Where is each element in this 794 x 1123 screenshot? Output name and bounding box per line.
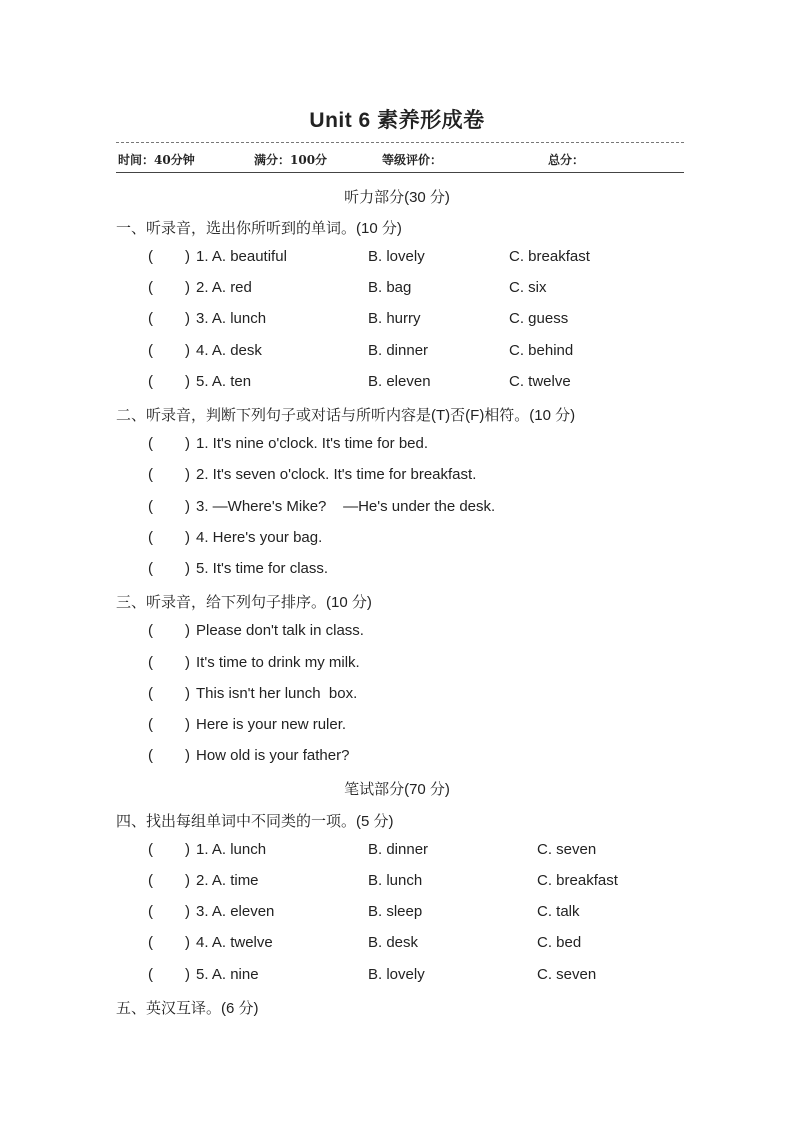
section-4-heading: 四、找出每组单词中不同类的一项。(5 分) [116, 813, 394, 830]
question-row [0, 248, 794, 268]
answer-paren-close: ) [185, 903, 190, 920]
statement-text: 4. Here's your bag. [196, 529, 323, 546]
answer-paren-close: ) [185, 248, 190, 265]
sentence-text: Here is your new ruler. [196, 716, 347, 733]
grade-label: 等级评价： [382, 153, 443, 167]
option-c: C. six [509, 279, 547, 296]
option-c: C. twelve [509, 373, 571, 390]
answer-paren-close: ) [185, 466, 190, 483]
option-c: C. bed [537, 934, 582, 951]
statement-row [0, 529, 794, 549]
answer-paren-close: ) [185, 716, 190, 733]
answer-paren-close: ) [185, 279, 190, 296]
answer-paren-close: ) [185, 872, 190, 889]
statement-text: 3. —Where's Mike? —He's under the desk. [196, 498, 496, 515]
header-dashed-divider [116, 142, 684, 143]
option-b: B. bag [368, 279, 412, 296]
option-c: C. behind [509, 342, 574, 359]
statement-row [0, 498, 794, 518]
answer-paren-open: ( [148, 342, 153, 359]
option-b: B. lovely [368, 248, 425, 265]
answer-paren-open: ( [148, 966, 153, 983]
question-row [0, 342, 794, 362]
sentence-row [0, 622, 794, 642]
statement-text: 1. It's nine o'clock. It's time for bed. [196, 435, 429, 452]
statement-text: 5. It's time for class. [196, 560, 329, 577]
sentence-text: This isn't her lunch box. [196, 685, 358, 702]
question-row [0, 903, 794, 923]
answer-paren-open: ( [148, 560, 153, 577]
question-row [0, 872, 794, 892]
option-c: C. seven [537, 841, 597, 858]
option-a: 2. A. red [196, 279, 252, 296]
page-title: Unit 6 素养形成卷 [309, 109, 485, 132]
full-score-label: 满分：100分 [254, 153, 328, 167]
answer-paren-close: ) [185, 498, 190, 515]
section-5-heading: 五、英汉互译。(6 分) [116, 1000, 259, 1017]
option-a: 4. A. twelve [196, 934, 273, 951]
answer-paren-close: ) [185, 934, 190, 951]
answer-paren-open: ( [148, 310, 153, 327]
answer-paren-open: ( [148, 872, 153, 889]
option-a: 5. A. ten [196, 373, 252, 390]
sentence-text: It's time to drink my milk. [196, 654, 360, 671]
answer-paren-open: ( [148, 248, 153, 265]
statement-row [0, 466, 794, 486]
answer-paren-open: ( [148, 716, 153, 733]
time-label: 时间：40分钟 [118, 153, 195, 167]
option-a: 4. A. desk [196, 342, 262, 359]
answer-paren-close: ) [185, 747, 190, 764]
answer-paren-open: ( [148, 373, 153, 390]
sentence-row [0, 747, 794, 767]
option-b: B. desk [368, 934, 419, 951]
option-b: B. dinner [368, 342, 429, 359]
answer-paren-open: ( [148, 841, 153, 858]
section-2-heading: 二、听录音，判断下列句子或对话与所听内容是(T)否(F)相符。(10 分) [116, 407, 576, 424]
answer-paren-close: ) [185, 310, 190, 327]
option-b: B. sleep [368, 903, 423, 920]
answer-paren-open: ( [148, 934, 153, 951]
answer-paren-close: ) [185, 966, 190, 983]
section-1-heading: 一、听录音，选出你所听到的单词。(10 分) [116, 220, 402, 237]
total-score-label: 总分： [548, 153, 585, 167]
option-a: 1. A. lunch [196, 841, 267, 858]
answer-paren-open: ( [148, 466, 153, 483]
question-row [0, 310, 794, 330]
answer-paren-open: ( [148, 685, 153, 702]
option-a: 2. A. time [196, 872, 259, 889]
question-row [0, 966, 794, 986]
option-b: B. lunch [368, 872, 423, 889]
question-row [0, 373, 794, 393]
answer-paren-close: ) [185, 841, 190, 858]
statement-row [0, 560, 794, 580]
sentence-row [0, 654, 794, 674]
option-c: C. breakfast [537, 872, 618, 889]
option-a: 3. A. eleven [196, 903, 275, 920]
sentence-text: Please don't talk in class. [196, 622, 364, 639]
answer-paren-open: ( [148, 747, 153, 764]
statement-row [0, 435, 794, 455]
answer-paren-close: ) [185, 654, 190, 671]
option-a: 5. A. nine [196, 966, 259, 983]
written-part-title: 笔试部分(70 分) [344, 781, 450, 798]
option-c: C. guess [509, 310, 569, 327]
question-row [0, 934, 794, 954]
option-c: C. seven [537, 966, 597, 983]
answer-paren-close: ) [185, 685, 190, 702]
question-row [0, 279, 794, 299]
sentence-row [0, 685, 794, 705]
option-b: B. lovely [368, 966, 425, 983]
answer-paren-close: ) [185, 342, 190, 359]
option-c: C. breakfast [509, 248, 590, 265]
option-a: 1. A. beautiful [196, 248, 287, 265]
answer-paren-open: ( [148, 498, 153, 515]
answer-paren-open: ( [148, 435, 153, 452]
option-b: B. eleven [368, 373, 431, 390]
answer-paren-close: ) [185, 529, 190, 546]
answer-paren-close: ) [185, 435, 190, 452]
answer-paren-close: ) [185, 560, 190, 577]
option-b: B. hurry [368, 310, 421, 327]
answer-paren-open: ( [148, 654, 153, 671]
listening-part-title: 听力部分(30 分) [344, 189, 450, 206]
option-c: C. talk [537, 903, 580, 920]
answer-paren-open: ( [148, 622, 153, 639]
option-a: 3. A. lunch [196, 310, 267, 327]
header-solid-divider [116, 172, 684, 173]
option-b: B. dinner [368, 841, 429, 858]
answer-paren-open: ( [148, 903, 153, 920]
question-row [0, 841, 794, 861]
answer-paren-open: ( [148, 279, 153, 296]
answer-paren-close: ) [185, 373, 190, 390]
statement-text: 2. It's seven o'clock. It's time for breakfast. [196, 466, 477, 483]
answer-paren-close: ) [185, 622, 190, 639]
sentence-text: How old is your father? [196, 747, 350, 764]
section-3-heading: 三、听录音，给下列句子排序。(10 分) [116, 594, 372, 611]
answer-paren-open: ( [148, 529, 153, 546]
sentence-row [0, 716, 794, 736]
